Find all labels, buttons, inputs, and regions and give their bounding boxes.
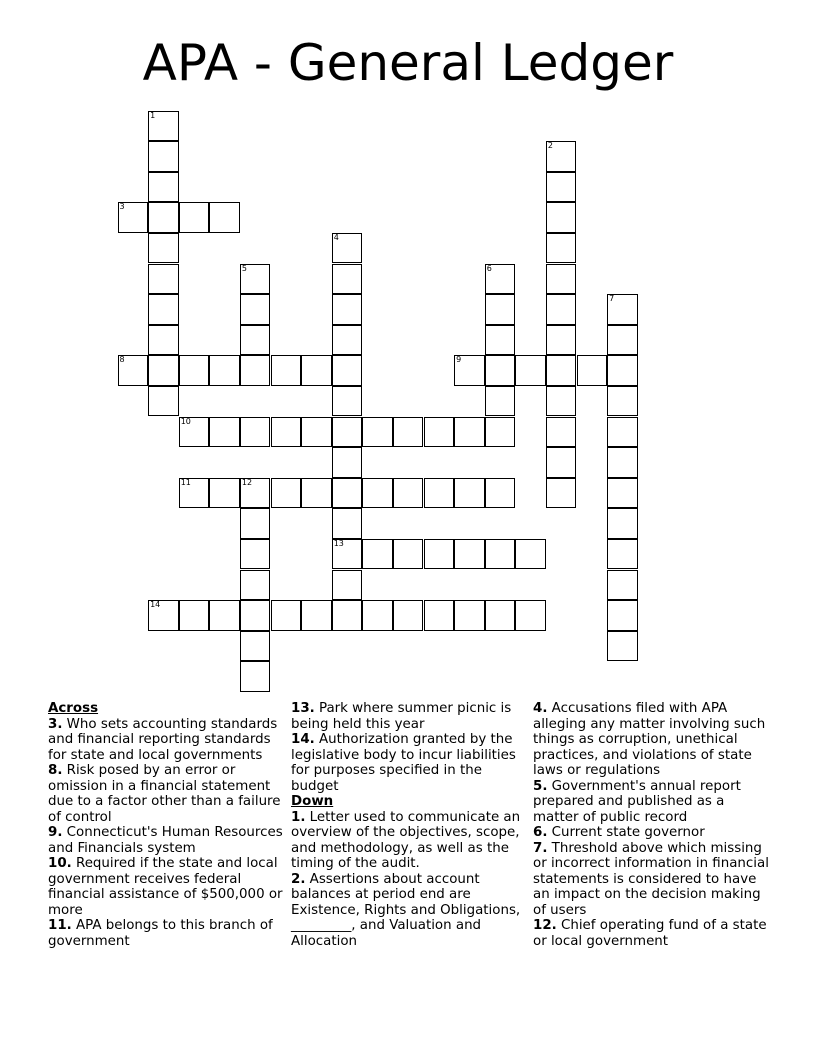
- grid-cell[interactable]: [332, 264, 363, 295]
- grid-cell[interactable]: [148, 325, 179, 356]
- grid-cell[interactable]: [546, 355, 577, 386]
- grid-cell[interactable]: [362, 478, 393, 509]
- grid-cell[interactable]: [271, 600, 302, 631]
- grid-cell[interactable]: [240, 600, 271, 631]
- clue-number: 4.: [533, 701, 548, 716]
- grid-cell[interactable]: [118, 355, 149, 386]
- grid-cell[interactable]: [393, 417, 424, 448]
- grid-cell[interactable]: [485, 478, 516, 509]
- clue-number: 6.: [533, 825, 548, 840]
- grid-cell[interactable]: [607, 447, 638, 478]
- clue-text: Risk posed by an error or omission in a financial statement due to a factor other than a failure of control: [48, 763, 281, 825]
- grid-cell[interactable]: [301, 417, 332, 448]
- cell-number: 6: [486, 263, 492, 273]
- grid-cell[interactable]: [148, 600, 179, 631]
- grid-cell[interactable]: [546, 264, 577, 295]
- across-heading: Across: [48, 701, 99, 716]
- grid-cell[interactable]: [240, 661, 271, 692]
- grid-cell[interactable]: [240, 478, 271, 509]
- grid-cell[interactable]: [332, 600, 363, 631]
- clue-item: [291, 701, 531, 732]
- clue-text: Chief operating fund of a state or local government: [533, 918, 767, 949]
- grid-cell[interactable]: [515, 355, 546, 386]
- grid-cell[interactable]: [485, 355, 516, 386]
- grid-cell[interactable]: [179, 600, 210, 631]
- grid-cell[interactable]: [118, 202, 149, 233]
- clue-item: [533, 841, 773, 919]
- grid-cell[interactable]: [240, 508, 271, 539]
- clue-item: [48, 825, 288, 856]
- clue-text: Letter used to communicate an overview of the objectives, scope, and methodology, as well as the timing of the audit.: [291, 809, 521, 871]
- grid-cell[interactable]: [271, 355, 302, 386]
- grid-cell[interactable]: [393, 600, 424, 631]
- clue-text: Current state governor: [547, 825, 705, 840]
- grid-cell[interactable]: [546, 202, 577, 233]
- grid-cell[interactable]: [240, 539, 271, 570]
- cell-number: 9: [456, 355, 462, 365]
- cell-number: 14: [150, 600, 161, 610]
- grid-cell[interactable]: [301, 355, 332, 386]
- grid-cell[interactable]: [271, 478, 302, 509]
- grid-cell[interactable]: [485, 264, 516, 295]
- grid-cell[interactable]: [393, 539, 424, 570]
- grid-cell[interactable]: [546, 325, 577, 356]
- clue-text: Threshold above which missing or incorrect information in financial statements is considered to have an impact on the decision making of users: [533, 840, 769, 918]
- grid-cell[interactable]: [148, 264, 179, 295]
- grid-cell[interactable]: [577, 355, 608, 386]
- grid-cell[interactable]: [148, 355, 179, 386]
- clue-item: [291, 810, 531, 872]
- clue-number: 3.: [48, 716, 63, 732]
- clue-item: [291, 872, 531, 950]
- cell-number: 2: [547, 141, 553, 151]
- grid-cell[interactable]: [607, 600, 638, 631]
- grid-cell[interactable]: [424, 417, 455, 448]
- clue-text: Who sets accounting standards and financial reporting standards for state and local governments: [48, 716, 278, 763]
- grid-cell[interactable]: [332, 325, 363, 356]
- grid-cell[interactable]: [424, 600, 455, 631]
- clue-number: 10.: [48, 856, 72, 871]
- grid-cell[interactable]: [240, 294, 271, 325]
- grid-cell[interactable]: [240, 355, 271, 386]
- grid-cell[interactable]: [393, 478, 424, 509]
- grid-cell[interactable]: [301, 600, 332, 631]
- grid-cell[interactable]: [332, 508, 363, 539]
- clue-number: 1.: [291, 809, 306, 825]
- grid-cell[interactable]: [240, 325, 271, 356]
- grid-cell[interactable]: [454, 539, 485, 570]
- grid-cell[interactable]: [454, 355, 485, 386]
- grid-cell[interactable]: [454, 478, 485, 509]
- grid-cell[interactable]: [424, 478, 455, 509]
- grid-cell[interactable]: [209, 417, 240, 448]
- grid-cell[interactable]: [209, 478, 240, 509]
- grid-cell[interactable]: [332, 539, 363, 570]
- grid-cell[interactable]: [546, 141, 577, 172]
- grid-cell[interactable]: [546, 478, 577, 509]
- grid-cell[interactable]: [546, 294, 577, 325]
- grid-cell[interactable]: [362, 600, 393, 631]
- puzzle-title: APA - General Ledger: [142, 34, 674, 92]
- grid-cell[interactable]: [515, 539, 546, 570]
- cell-number: 1: [150, 110, 156, 120]
- grid-cell[interactable]: [332, 478, 363, 509]
- grid-cell[interactable]: [240, 570, 271, 601]
- grid-cell[interactable]: [485, 539, 516, 570]
- clue-number: 9.: [48, 825, 63, 840]
- clue-text: Authorization granted by the legislative body to incur liabilities for purposes specified in the budget: [291, 732, 516, 794]
- grid-cell[interactable]: [148, 294, 179, 325]
- clue-text: Connecticut's Human Resources and Financials system: [48, 825, 283, 856]
- cell-number: 11: [180, 477, 191, 487]
- grid-cell[interactable]: [485, 386, 516, 417]
- clue-number: 11.: [48, 918, 72, 933]
- clue-text: APA belongs to this branch of government: [48, 918, 273, 949]
- grid-cell[interactable]: [546, 447, 577, 478]
- clue-item: [48, 856, 288, 918]
- clue-item: [533, 918, 773, 949]
- clue-number: 5.: [533, 778, 548, 794]
- grid-cell[interactable]: [332, 355, 363, 386]
- cell-number: 8: [119, 355, 125, 365]
- grid-cell[interactable]: [607, 417, 638, 448]
- grid-cell[interactable]: [332, 386, 363, 417]
- grid-cell[interactable]: [179, 355, 210, 386]
- grid-cell[interactable]: [148, 233, 179, 264]
- grid-cell[interactable]: [209, 202, 240, 233]
- grid-cell[interactable]: [362, 539, 393, 570]
- clues-column-1: [48, 701, 288, 949]
- grid-cell[interactable]: [148, 202, 179, 233]
- grid-cell[interactable]: [209, 600, 240, 631]
- cell-number: 13: [333, 538, 344, 548]
- clue-item: [291, 732, 531, 794]
- grid-cell[interactable]: [485, 417, 516, 448]
- clues-column-2: [291, 701, 531, 949]
- grid-cell[interactable]: [209, 355, 240, 386]
- clue-item: [533, 825, 773, 841]
- grid-cell[interactable]: [332, 417, 363, 448]
- grid-cell[interactable]: [454, 417, 485, 448]
- grid-cell[interactable]: [240, 417, 271, 448]
- clue-text: Required if the state and local government receives federal financial assistance of $500,000 or more: [48, 856, 283, 918]
- grid-cell[interactable]: [607, 325, 638, 356]
- grid-cell[interactable]: [148, 141, 179, 172]
- cell-number: 5: [241, 263, 247, 273]
- grid-cell[interactable]: [179, 202, 210, 233]
- grid-cell[interactable]: [546, 233, 577, 264]
- clue-number: 2.: [291, 871, 306, 887]
- grid-cell[interactable]: [607, 386, 638, 417]
- grid-cell[interactable]: [148, 111, 179, 142]
- grid-cell[interactable]: [607, 508, 638, 539]
- grid-cell[interactable]: [485, 600, 516, 631]
- grid-cell[interactable]: [148, 386, 179, 417]
- clues-column-3: [533, 701, 773, 949]
- grid-cell[interactable]: [607, 570, 638, 601]
- grid-cell[interactable]: [485, 294, 516, 325]
- grid-cell[interactable]: [485, 325, 516, 356]
- grid-cell[interactable]: [301, 478, 332, 509]
- cell-number: 12: [241, 477, 253, 487]
- clue-number: 14.: [291, 732, 315, 747]
- clue-text: Park where summer picnic is being held this year: [291, 701, 512, 732]
- grid-cell[interactable]: [271, 417, 302, 448]
- grid-cell[interactable]: [332, 294, 363, 325]
- cell-number: 4: [333, 232, 339, 242]
- down-heading: Down: [291, 794, 334, 809]
- grid-cell[interactable]: [607, 631, 638, 662]
- grid-cell[interactable]: [179, 417, 210, 448]
- grid-cell[interactable]: [148, 172, 179, 203]
- clue-item: [48, 763, 288, 825]
- grid-cell[interactable]: [607, 478, 638, 509]
- grid-cell[interactable]: [546, 386, 577, 417]
- clue-number: 12.: [533, 918, 557, 933]
- grid-cell[interactable]: [546, 172, 577, 203]
- clue-number: 7.: [533, 840, 548, 856]
- cell-number: 10: [180, 416, 191, 426]
- cell-number: 7: [609, 294, 615, 304]
- grid-cell[interactable]: [546, 417, 577, 448]
- clue-text: Assertions about account balances at period end are Existence, Rights and Obligations, _________, and Valuation and Allocation: [291, 871, 521, 949]
- grid-cell[interactable]: [607, 294, 638, 325]
- clue-number: 8.: [48, 763, 63, 778]
- clue-item: [48, 717, 288, 764]
- grid-cell[interactable]: [240, 631, 271, 662]
- grid-cell[interactable]: [515, 600, 546, 631]
- grid-cell[interactable]: [607, 355, 638, 386]
- grid-cell[interactable]: [607, 539, 638, 570]
- clue-item: [533, 701, 773, 779]
- cell-number: 3: [119, 202, 125, 212]
- clue-text: Accusations filed with APA alleging any matter involving such things as corruption, unethical practices, and violations of state laws or regulations: [533, 701, 766, 778]
- grid-cell[interactable]: [424, 539, 455, 570]
- clue-item: [533, 779, 773, 826]
- grid-cell[interactable]: [179, 478, 210, 509]
- grid-cell[interactable]: [332, 570, 363, 601]
- clue-text: Government's annual report prepared and published as a matter of public record: [533, 778, 741, 825]
- clue-number: 13.: [291, 701, 315, 716]
- grid-cell[interactable]: [332, 233, 363, 264]
- grid-cell[interactable]: [240, 264, 271, 295]
- grid-cell[interactable]: [332, 447, 363, 478]
- grid-cell[interactable]: [454, 600, 485, 631]
- clue-item: [48, 918, 288, 949]
- grid-cell[interactable]: [362, 417, 393, 448]
